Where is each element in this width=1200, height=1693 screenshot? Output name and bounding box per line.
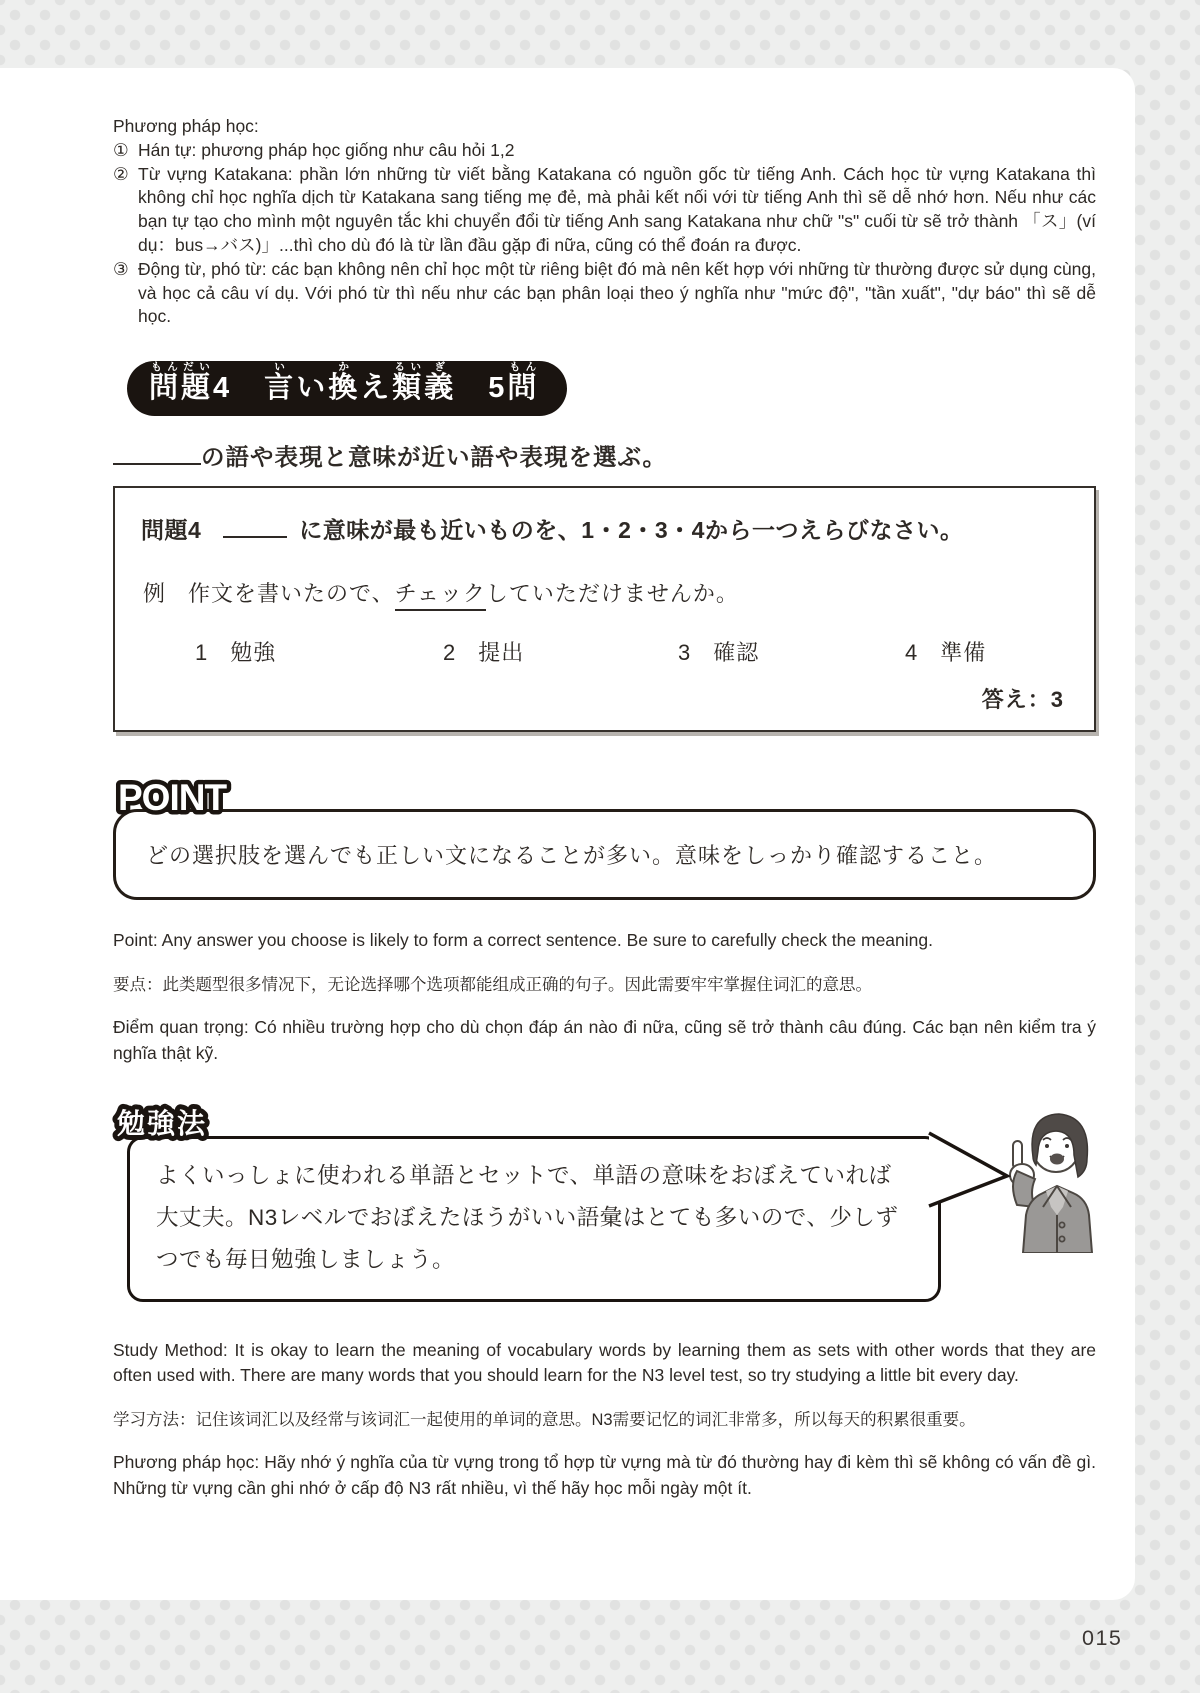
- section-header-ruby: 問題もんだい4 言いい換かえ類るい義ぎ 5問もん: [149, 361, 540, 405]
- option-number: 1: [195, 640, 209, 666]
- study-translation-zh: 学习方法：记住该词汇以及经常与该词汇一起使用的单词的意思。N3需要记忆的词汇非常多，所以每天的积累很重要。: [113, 1410, 976, 1429]
- option-number: 3: [678, 640, 692, 666]
- book-page: [0, 68, 1135, 1600]
- example-instruction: [141, 512, 1068, 545]
- point-label-text: POINT: [118, 777, 227, 819]
- circled-number: ①: [113, 139, 129, 160]
- page-number: 015: [1082, 1626, 1123, 1650]
- intro-item-text: Động từ, phó từ: các bạn không nên chỉ học một từ riêng biệt đó mà nên kết hợp với những từ thường được sử dụng cùng, và học cả câu ví dụ. Với phó từ thì nếu như các bạn phân loại theo ý nghĩa như "mức độ", "tần xuất", "dự báo" thì sẽ dễ học.: [138, 258, 1096, 327]
- study-translation-vi: Phương pháp học: Hãy nhớ ý nghĩa của từ vựng trong tổ hợp từ vựng mà từ đó thường hay đi kèm thì sẽ không có vấn đề gì. Những từ vựng cần ghi nhớ ở cấp độ N3 rất nhiều, vì thế hãy học mỗi ngày một ít.: [113, 1452, 1096, 1498]
- option-2: [443, 636, 678, 667]
- instruction-text: に意味が最も近いものを、1・2・3・4から一つえらびなさい。: [299, 517, 964, 544]
- study-jp-text: よくいっしょに使われる単語とセットで、単語の意味をおぼえていれば大丈夫。N3レベルでおぼえたほうがいい語彙はとても多いので、少しずつでも毎日勉強しましょう。: [156, 1163, 899, 1272]
- intro-item-text: Hán tự: phương pháp học giống như câu hỏi 1,2: [138, 139, 515, 160]
- blank-underline: [113, 441, 201, 466]
- circled-number: ②: [113, 163, 129, 184]
- intro-item-text: Từ vựng Katakana: phần lớn những từ viết bằng Katakana có nguồn gốc từ tiếng Anh. Cách học từ vựng Katakana thì không chỉ học nghĩa dịch từ Katakana sang tiếng mẹ đẻ, mà phải kết nối với từ tiếng Anh thì sẽ dễ nhớ hơn. Nếu như các bạn tự tạo cho mình một nguyên tắc khi chuyển đổi từ tiếng Anh sang Katakana như chữ "s" cuối từ sẽ trở thành 「ス」(ví dụ：bus→バス)」...thì cho dù đó là từ lần đầu gặp đi nữa, cũng có thể đoán ra được.: [138, 163, 1096, 255]
- study-method-label-badge: [111, 1100, 261, 1144]
- option-number: 2: [443, 640, 457, 666]
- option-1: [195, 636, 443, 667]
- sentence-post: していただけませんか。: [485, 581, 739, 607]
- intro-item-3: [113, 258, 1096, 329]
- study-method-intro: [113, 115, 1096, 329]
- speech-bubble-tail-icon: [927, 1130, 1019, 1212]
- point-translation-vi: Điểm quan trọng: Có nhiều trường hợp cho dù chọn đáp án nào đi nữa, cũng sẽ trở thành câu đúng. Các bạn nên kiểm tra ý nghĩa thật kỹ.: [113, 1017, 1096, 1063]
- point-section: [113, 774, 1096, 1066]
- intro-item-1: [113, 139, 1096, 163]
- study-method-label-text: 勉強法: [117, 1108, 208, 1140]
- intro-heading: Phương pháp học:: [113, 116, 259, 136]
- underlined-word: チェック: [395, 581, 486, 611]
- answer-options: [195, 636, 1068, 667]
- point-box: [113, 809, 1096, 900]
- option-text: 提出: [478, 640, 525, 666]
- intro-item-2: [113, 163, 1096, 258]
- task-description-line: [113, 438, 1096, 472]
- option-3: [678, 636, 905, 667]
- example-box: [113, 486, 1096, 732]
- option-text: 勉強: [230, 640, 277, 666]
- section-header-pill: [127, 361, 567, 416]
- point-translation-en: Point: Any answer you choose is likely to form a correct sentence. Be sure to carefully check the meaning.: [113, 930, 933, 951]
- point-translation-zh: 要点：此类题型很多情况下，无论选择哪个选项都能组成正确的句子。因此需要牢牢掌握住词汇的意思。: [113, 975, 872, 994]
- point-label-badge: [113, 774, 303, 820]
- option-number: 4: [905, 640, 919, 666]
- option-text: 準備: [940, 640, 987, 666]
- sentence-pre: 作文を書いたので、: [188, 581, 395, 607]
- answer-key: 答え：3: [981, 687, 1064, 713]
- option-4: [905, 636, 1068, 667]
- study-method-section: [113, 1100, 1096, 1501]
- point-jp-text: どの選択肢を選んでも正しい文になることが多い。意味をしっかり確認すること。: [146, 843, 998, 869]
- study-translation-en: Study Method: It is okay to learn the meaning of vocabulary words by learning them as sets with other words that they are often used with. There are many words that you should learn for the N3 level test, so try studying a little bit every day.: [113, 1339, 1096, 1386]
- blank-underline: [223, 514, 287, 538]
- circled-number: ③: [113, 258, 129, 279]
- speech-bubble-row: [127, 1136, 1096, 1302]
- example-label: 例: [143, 581, 167, 607]
- option-text: 確認: [713, 640, 760, 666]
- task-text: の語や表現と意味が近い語や表現を選ぶ。: [201, 444, 667, 471]
- example-sentence: [143, 577, 1068, 608]
- speech-bubble: [127, 1136, 941, 1302]
- question-label: 問題4: [141, 517, 202, 544]
